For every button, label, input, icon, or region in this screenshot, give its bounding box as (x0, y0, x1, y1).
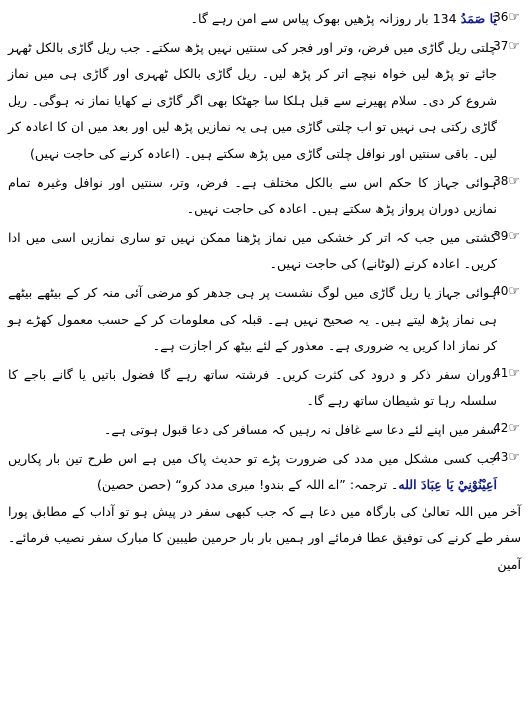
list-item-42 (8, 417, 521, 444)
arabic-phrase: یَا صَمَدُ (460, 11, 497, 26)
closing-prayer (8, 499, 521, 579)
pointing-hand-icon: ☞ (508, 228, 520, 244)
list-item-39 (8, 225, 521, 278)
pointing-hand-icon: ☞ (508, 38, 520, 54)
item-number: 39☞ (493, 228, 520, 244)
item-number: 37☞ (493, 38, 520, 54)
pointing-hand-icon: ☞ (508, 283, 520, 299)
item-text: جب کسی مشکل میں مدد کی ضرورت پڑے تو حدیث پاک میں ہے اس طرح تین بار پکاریں (8, 450, 497, 466)
item-number: 43☞ (493, 449, 520, 465)
list-item-41 (8, 362, 521, 415)
list-item-43 (8, 446, 521, 499)
list-item-37 (8, 35, 521, 168)
pointing-hand-icon: ☞ (508, 10, 520, 25)
item-number: 42☞ (493, 420, 520, 436)
list-item-38 (8, 170, 521, 223)
item-number: 40☞ (493, 283, 520, 299)
translation-text: ۔ ترجمہ: ”اے اللہ کے بندو! میری مدد کرو“ (حصن حصین) (97, 477, 399, 493)
item-text: ہوائی جہاز کا حکم اس سے بالکل مختلف ہے۔ فرض، وتر، سنتیں اور نوافل وغیرہ تمام نمازیں دوران پرواز پڑھ سکتے ہیں۔ اعادہ کی حاجت نہیں۔ (8, 174, 497, 217)
item-number: 36☞ (493, 10, 520, 25)
item-text: سفر میں اپنے لئے دعا سے غافل نہ رہیں کہ مسافر کی دعا قبول ہوتی ہے۔ (104, 421, 497, 437)
list-item-36 (8, 6, 521, 33)
item-number: 41☞ (493, 365, 520, 381)
list-item-40 (8, 280, 521, 360)
pointing-hand-icon: ☞ (508, 173, 520, 189)
arabic-phrase: اَعِيْنُوْنِيْ يَا عِبَادَ الله (398, 477, 497, 493)
pointing-hand-icon: ☞ (508, 365, 520, 381)
pointing-hand-icon: ☞ (508, 420, 520, 436)
item-number: 38☞ (493, 173, 520, 189)
pointing-hand-icon: ☞ (508, 449, 520, 465)
item-text: چلتی ریل گاڑی میں فرض، وتر اور فجر کی سنتیں نہیں پڑھ سکتے۔ جب ریل گاڑی بالکل ٹھہر جائے تو پڑھ لیں خواہ نیچے اتر کر پڑھ لیں۔ ریل گاڑی بالکل ٹھہری اور گاڑی ہی میں نماز شروع کر دی۔ سلام پھیرنے سے قبل ہلکا سا جھٹکا بھی اگر گاڑی نے کھایا نماز نہ ہوگی۔ ریل گاڑی رکتی ہی نہیں تو اب چلتی گاڑی میں ہی یہ نمازیں پڑھ لیں اور بعد میں ان کا اعادہ کر لیں۔ باقی سنتیں اور نوافل چلتی گاڑی میں پڑھ سکتے ہیں۔ (اعادہ کرنے کی حاجت نہیں) (8, 39, 497, 161)
item-text: آخر میں اللہ تعالیٰ کی بارگاہ میں دعا ہے کہ جب کبھی سفر در پیش ہو تو آداب کے مطابق پورا سفر طے کرنے کی توفیق عطا فرمائے اور ہمیں بار بار حرمین طیبین کا مبارک سفر نصیب فرمائے۔ آمین (8, 503, 521, 572)
item-text: دوران سفر ذکر و درود کی کثرت کریں۔ فرشتہ ساتھ رہے گا فضول باتیں یا گانے باجے کا سلسلہ رہا تو شیطان ساتھ رہے گا۔ (8, 366, 497, 409)
item-text: ہوائی جہاز یا ریل گاڑی میں لوگ نشست پر ہی جدھر کو مرضی آئی منہ کر کے بیٹھے بیٹھے ہی نماز پڑھ لیتے ہیں۔ یہ صحیح نہیں ہے۔ قبلہ کی معلومات کر کے حسب معمول کھڑے ہو کر نماز ادا کریں یہ ضروری ہے۔ معذور کے لئے بیٹھ کر اجازت ہے۔ (8, 284, 497, 354)
item-text: کشتی میں جب کہ اتر کر خشکی میں نماز پڑھنا ممکن نہیں تو ساری نمازیں اسی میں ادا کریں۔ اعادہ کرنے (لوٹانے) کی حاجت نہیں۔ (8, 229, 497, 272)
item-text: 134 بار روزانہ پڑھیں بھوک پیاس سے امن رہے گا۔ (190, 11, 457, 26)
